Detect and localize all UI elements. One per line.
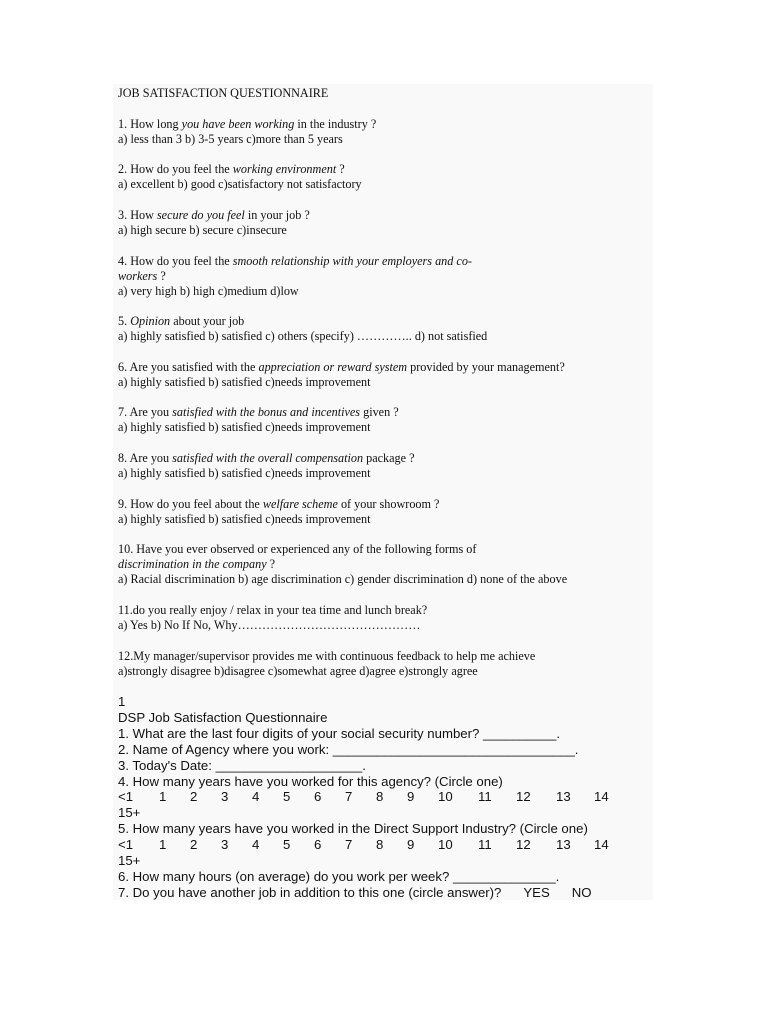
question-12: 12.My manager/supervisor provides me with continuous feedback to help me achieve a)strongly disagree b)disagree c)somewhat agree d)agree e)strongly agree: [118, 649, 536, 678]
yes-option: YES: [523, 884, 550, 900]
years-scale-1: <1 1 2 3 4 5 6 7 8 9 10 11 12 13 14: [118, 789, 609, 805]
page-number: 1: [118, 694, 126, 709]
dsp-question-6: 6. How many hours (on average) do you work per week? ______________.: [118, 868, 560, 884]
dsp-question-7: 7. Do you have another job in addition to this one (circle answer)? YES NO: [118, 884, 592, 900]
question-8: 8. Are you satisfied with the overall compensation package ? a) highly satisfied b) satisfied c)needs improvement: [118, 451, 415, 480]
dsp-question-3: 3. Today's Date: ____________________.: [118, 757, 366, 773]
question-11: 11.do you really enjoy / relax in your tea time and lunch break? a) Yes b) No If No, Why………………………………………: [118, 603, 428, 632]
question-6: 6. Are you satisfied with the appreciation or reward system provided by your management? a) highly satisfied b) satisfied c)needs improvement: [118, 360, 565, 389]
answer-options: a) highly satisfied b) satisfied c)needs improvement: [118, 466, 371, 480]
answer-options: a) highly satisfied b) satisfied c)needs improvement: [118, 420, 371, 434]
question-1: 1. How long you have been working in the industry ? a) less than 3 b) 3-5 years c)more than 5 years: [118, 117, 377, 146]
years-scale-2: <1 1 2 3 4 5 6 7 8 9 10 11 12 13 14: [118, 837, 609, 853]
question-5: 5. Opinion about your job a) highly satisfied b) satisfied c) others (specify) ………….. d) not satisfied: [118, 314, 488, 343]
answer-options: a) highly satisfied b) satisfied c)needs improvement: [118, 512, 371, 526]
question-9: 9. How do you feel about the welfare scheme of your showroom ? a) highly satisfied b) satisfied c)needs improvement: [118, 497, 440, 526]
years-last-1: 15+: [118, 805, 141, 821]
no-option: NO: [571, 884, 592, 900]
answer-options: a) high secure b) secure c)insecure: [118, 223, 287, 237]
questionnaire-title: JOB SATISFACTION QUESTIONNAIRE: [118, 86, 329, 100]
years-last-2: 15+: [118, 853, 141, 869]
answer-options: a) highly satisfied b) satisfied c) others (specify) ………….. d) not satisfied: [118, 329, 488, 343]
answer-options: a) Yes b) No If No, Why………………………………………: [118, 618, 421, 632]
answer-options: a)strongly disagree b)disagree c)somewhat agree d)agree e)strongly agree: [118, 664, 478, 678]
dsp-question-4: 4. How many years have you worked for this agency? (Circle one): [118, 773, 503, 789]
dsp-question-2: 2. Name of Agency where you work: _________________________________.: [118, 741, 579, 757]
answer-options: a) Racial discrimination b) age discrimination c) gender discrimination d) none of the above: [118, 572, 568, 586]
answer-options: a) less than 3 b) 3-5 years c)more than 5 years: [118, 132, 343, 146]
dsp-question-5: 5. How many years have you worked in the Direct Support Industry? (Circle one): [118, 821, 588, 837]
question-3: 3. How secure do you feel in your job ? a) high secure b) secure c)insecure: [118, 208, 310, 237]
dsp-question-1: 1. What are the last four digits of your social security number? __________.: [118, 725, 561, 741]
answer-options: a) excellent b) good c)satisfactory not satisfactory: [118, 177, 362, 191]
question-7: 7. Are you satisfied with the bonus and incentives given ? a) highly satisfied b) satisfied c)needs improvement: [118, 405, 399, 434]
dsp-section: [118, 694, 609, 901]
question-2: 2. How do you feel the working environment ? a) excellent b) good c)satisfactory not satisfactory: [118, 162, 362, 191]
dsp-title: DSP Job Satisfaction Questionnaire: [118, 709, 328, 725]
question-10: 10. Have you ever observed or experienced any of the following forms of discrimination in the company ? a) Racial discrimination b) age discrimination c) gender discrimination d) none of the above: [118, 542, 568, 586]
question-4: 4. How do you feel the smooth relationship with your employers and co- workers ? a) very high b) high c)medium d)low: [118, 254, 472, 298]
answer-options: a) very high b) high c)medium d)low: [118, 284, 299, 298]
answer-options: a) highly satisfied b) satisfied c)needs improvement: [118, 375, 371, 389]
